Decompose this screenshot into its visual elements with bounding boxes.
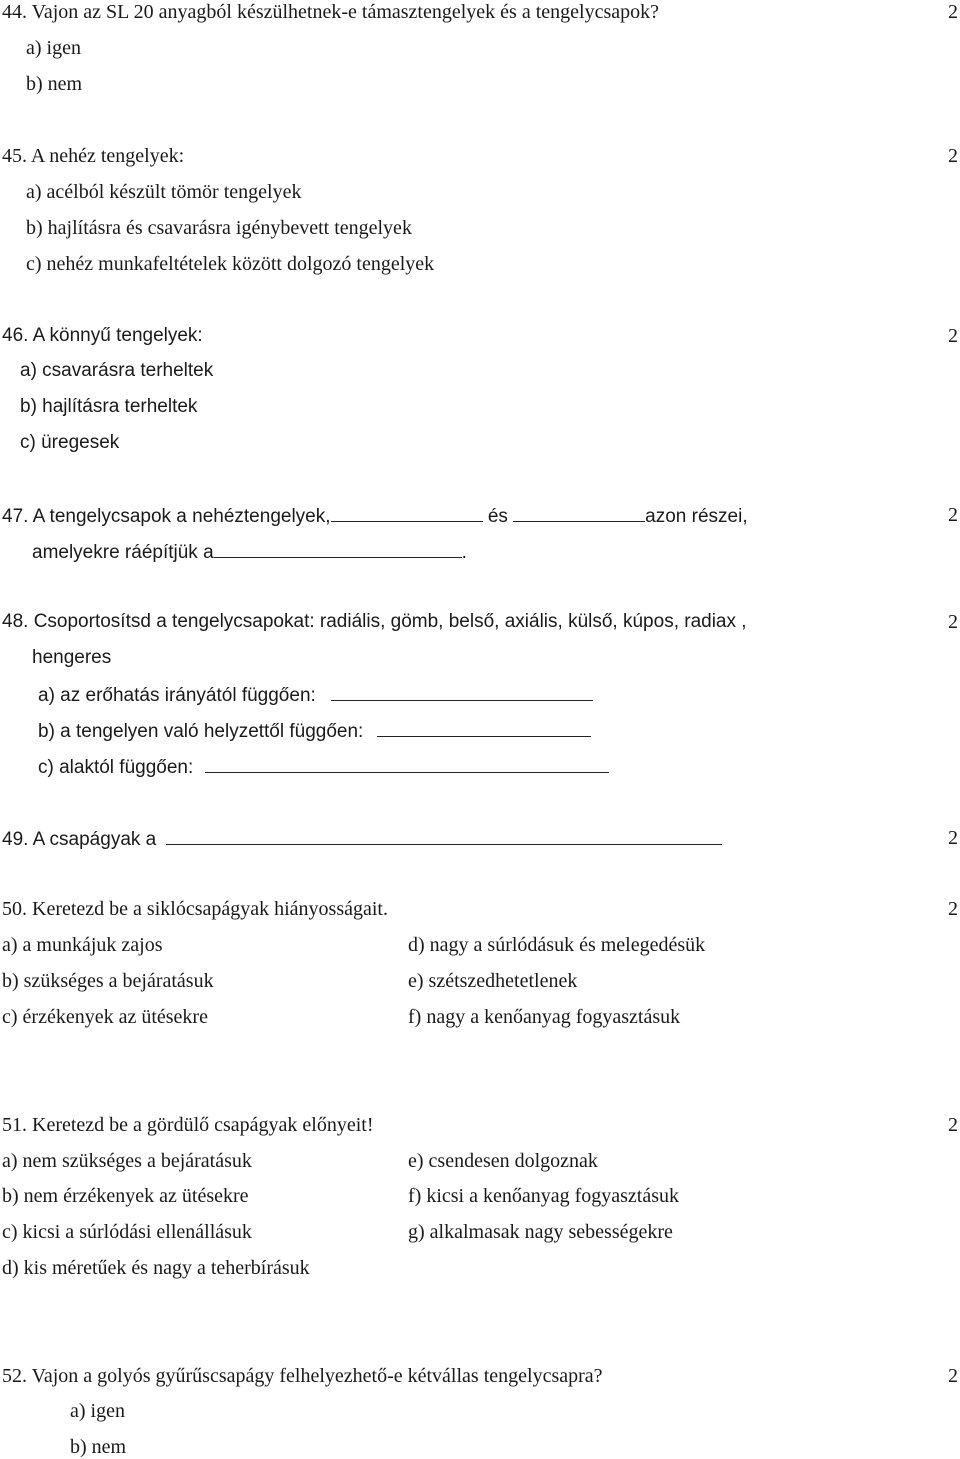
question-48-text2: hengeres xyxy=(32,647,112,668)
question-47-points: 2 xyxy=(948,504,958,526)
question-45-option-a: a) acélból készült tömör tengelyek xyxy=(26,181,302,203)
question-44-option-b: b) nem xyxy=(26,73,83,95)
question-50-option-a: a) a munkájuk zajos xyxy=(2,934,163,956)
question-50-option-c: c) érzékenyek az ütésekre xyxy=(2,1006,208,1028)
question-47-part1: 47. A tengelycsapok a nehéztengelyek, xyxy=(2,506,331,527)
question-44-option-a: a) igen xyxy=(26,37,81,59)
question-51-option-c: c) kicsi a súrlódási ellenállásuk xyxy=(2,1221,252,1243)
question-51-option-b: b) nem érzékenyek az ütésekre xyxy=(2,1185,249,1207)
question-50-option-f: f) nagy a kenőanyag fogyasztásuk xyxy=(408,1006,681,1028)
question-49-line xyxy=(2,826,722,852)
question-45-option-b: b) hajlításra és csavarásra igénybevett tengelyek xyxy=(26,217,412,239)
question-49-text: 49. A csapágyak a xyxy=(2,829,157,850)
question-45-text: 45. A nehéz tengelyek: xyxy=(2,145,185,167)
question-46-option-b: b) hajlításra terheltek xyxy=(20,396,198,417)
question-47-part2: és xyxy=(487,506,508,527)
question-46-option-c: c) üregesek xyxy=(20,432,120,453)
question-44-points: 2 xyxy=(948,1,958,23)
question-45-points: 2 xyxy=(948,145,958,167)
question-50-text: 50. Keretezd be a siklócsapágyak hiányosságait. xyxy=(2,898,388,920)
question-48-option-a xyxy=(38,682,593,708)
question-48-option-c-label: c) alaktól függően: xyxy=(38,757,194,778)
question-48-points: 2 xyxy=(948,611,958,633)
question-46-option-a: a) csavarásra terheltek xyxy=(20,360,214,381)
question-49-points: 2 xyxy=(948,827,958,849)
answer-blank[interactable] xyxy=(205,754,609,773)
answer-blank[interactable] xyxy=(214,539,462,558)
question-44-text: 44. Vajon az SL 20 anyagból készülhetnek-e támasztengelyek és a tengelycsapok? xyxy=(2,1,659,23)
question-51-option-g: g) alkalmasak nagy sebességekre xyxy=(408,1221,673,1243)
question-48-option-a-label: a) az erőhatás irányától függően: xyxy=(38,685,316,706)
answer-blank[interactable] xyxy=(331,682,593,701)
question-47-line1 xyxy=(2,503,748,529)
question-50-points: 2 xyxy=(948,898,958,920)
answer-blank[interactable] xyxy=(377,718,591,737)
question-47-line2 xyxy=(32,539,467,565)
question-52-option-a: a) igen xyxy=(70,1400,125,1422)
question-50-option-b: b) szükséges a bejáratásuk xyxy=(2,970,214,992)
question-51-option-e: e) csendesen dolgoznak xyxy=(408,1150,598,1172)
answer-blank[interactable] xyxy=(513,503,645,522)
question-47-part3: azon részei, xyxy=(645,506,748,527)
question-47-line2-text: amelyekre ráépítjük a xyxy=(32,542,214,563)
answer-blank[interactable] xyxy=(166,826,722,845)
question-46-points: 2 xyxy=(948,325,958,347)
question-51-text: 51. Keretezd be a gördülő csapágyak előnyeit! xyxy=(2,1114,374,1136)
question-51-option-d: d) kis méretűek és nagy a teherbírásuk xyxy=(2,1257,310,1279)
question-51-option-a: a) nem szükséges a bejáratásuk xyxy=(2,1150,252,1172)
question-51-points: 2 xyxy=(948,1114,958,1136)
question-48-option-c xyxy=(38,754,609,780)
question-52-text: 52. Vajon a golyós gyűrűscsapágy felhelyezhető-e kétvállas tengelycsapra? xyxy=(2,1365,603,1387)
question-45-option-c: c) nehéz munkafeltételek között dolgozó tengelyek xyxy=(26,253,435,275)
question-50-option-e: e) szétszedhetetlenek xyxy=(408,970,578,992)
question-51-option-f: f) kicsi a kenőanyag fogyasztásuk xyxy=(408,1185,680,1207)
question-52-option-b: b) nem xyxy=(70,1436,127,1458)
question-46-text: 46. A könnyű tengelyek: xyxy=(2,325,203,346)
question-48-option-b-label: b) a tengelyen való helyzettől függően: xyxy=(38,721,364,742)
answer-blank[interactable] xyxy=(331,503,483,522)
question-48-text: 48. Csoportosítsd a tengelycsapokat: radiális, gömb, belső, axiális, külső, kúpos, radiax , xyxy=(2,611,747,632)
question-47-line2-end: . xyxy=(461,542,467,563)
question-48-option-b xyxy=(38,718,591,744)
question-52-points: 2 xyxy=(948,1365,958,1387)
question-50-option-d: d) nagy a súrlódásuk és melegedésük xyxy=(408,934,706,956)
